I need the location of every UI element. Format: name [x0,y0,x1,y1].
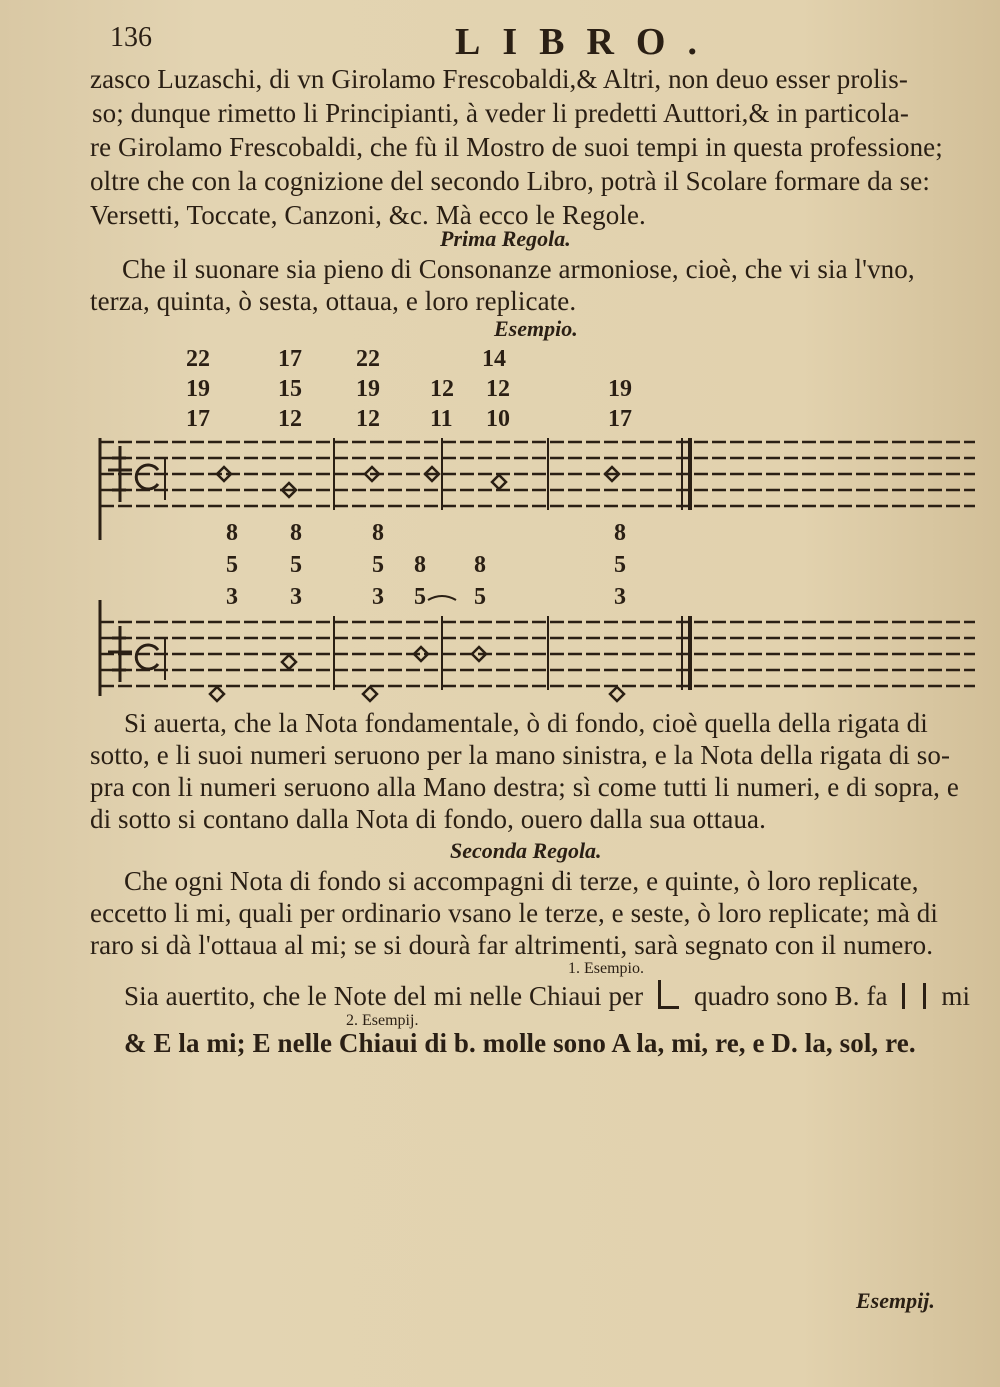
explanation-line-1: Si auerta, che la Nota fondamentale, ò di fondo, cioè quella della rigata di [124,708,928,738]
figure: 15 [278,376,302,402]
page-number: 136 [110,22,152,53]
square-b-icon [902,983,926,1009]
figure: 8 [474,552,486,578]
figure: 17 [608,406,632,432]
figure: 5 [226,552,238,578]
rule2-heading: Seconda Regola. [450,838,602,863]
figure: 22 [186,346,210,372]
figure: 5 [474,584,486,610]
mi-line-a: Sia auertito, che le Note del mi nelle Chiaui per [124,981,644,1011]
figure: 3 [290,584,302,610]
figure: 12 [278,406,302,432]
figure: 22 [356,346,380,372]
mi-line-2: & E la mi; E nelle Chiaui di b. molle sono A la, mi, re, e D. la, sol, re. [124,1028,916,1058]
square-b-icon [658,980,679,1009]
figure: 8 [290,520,302,546]
mi-line [124,980,970,1012]
figure: 3 [614,584,626,610]
intro-line-4: oltre che con la cognizione del secondo Libro, potrà il Scolare formare da se: [90,166,930,196]
figure: 11 [430,406,453,432]
figure: 5 [372,552,384,578]
figure: 19 [608,376,632,402]
figure: 8 [226,520,238,546]
note [610,687,624,701]
note-2-label: 2. Esempij. [346,1012,419,1029]
note [210,687,224,701]
intro-line-1: zasco Luzaschi, di vn Girolamo Frescobaldi,& Altri, non deuo esser prolis- [90,64,908,94]
figure: 8 [372,520,384,546]
figure: 19 [356,376,380,402]
note [363,687,377,701]
running-head: LIBRO. [455,21,719,63]
figure: 8 [414,552,426,578]
figure: 3 [226,584,238,610]
figure: 17 [278,346,302,372]
intro-line-2: so; dunque rimetto li Principianti, à veder li predetti Auttori,& in particola- [92,98,909,128]
intro-line-3: re Girolamo Frescobaldi, che fù il Mostro de suoi tempi in questa professione; [90,132,943,162]
figure: 14 [482,346,506,372]
example-label: Esempio. [494,316,578,341]
rule2-line-2: eccetto li mi, quali per ordinario vsano le terze, e seste, ò loro replicate; mà di [90,898,938,928]
figure: 17 [186,406,210,432]
figure: 8 [614,520,626,546]
figure: 3 [372,584,384,610]
mi-line-b: quadro sono B. fa [693,981,888,1011]
lower-staff [100,600,975,696]
mi-line-c: mi [941,981,971,1011]
figure: 12 [430,376,454,402]
figure: 5 [614,552,626,578]
note [282,655,296,669]
note-1-label: 1. Esempio. [568,960,644,977]
rule2-line-3: raro si dà l'ottaua al mi; se si dourà far altrimenti, sarà segnato con il numero. [90,930,934,960]
rule1-line-2: terza, quinta, ò sesta, ottaua, e loro replicate. [90,286,577,316]
figure: 5 [290,552,302,578]
catchword: Esempij. [856,1288,935,1313]
rule2-line-1: Che ogni Nota di fondo si accompagni di terze, e quinte, ò loro replicate, [124,866,919,896]
intro-line-5: Versetti, Toccate, Canzoni, &c. Mà ecco le Regole. [90,200,646,230]
tie [428,596,456,600]
rule1-heading: Prima Regola. [440,226,571,251]
figure: 10 [486,406,510,432]
figure: 12 [356,406,380,432]
explanation-line-2: sotto, e li suoi numeri seruono per la mano sinistra, e la Nota della rigata di so- [90,740,951,770]
explanation-line-4: di sotto si contano dalla Nota di fondo, ouero dalla sua ottaua. [90,804,766,834]
figure: 19 [186,376,210,402]
figure: 5 [414,584,426,610]
explanation-line-3: pra con li numeri seruono alla Mano destra; sì come tutti li numeri, e di sopra, e [90,772,959,802]
figure: 12 [486,376,510,402]
rule1-line-1: Che il suonare sia pieno di Consonanze armoniose, cioè, che vi sia l'vno, [122,254,915,284]
